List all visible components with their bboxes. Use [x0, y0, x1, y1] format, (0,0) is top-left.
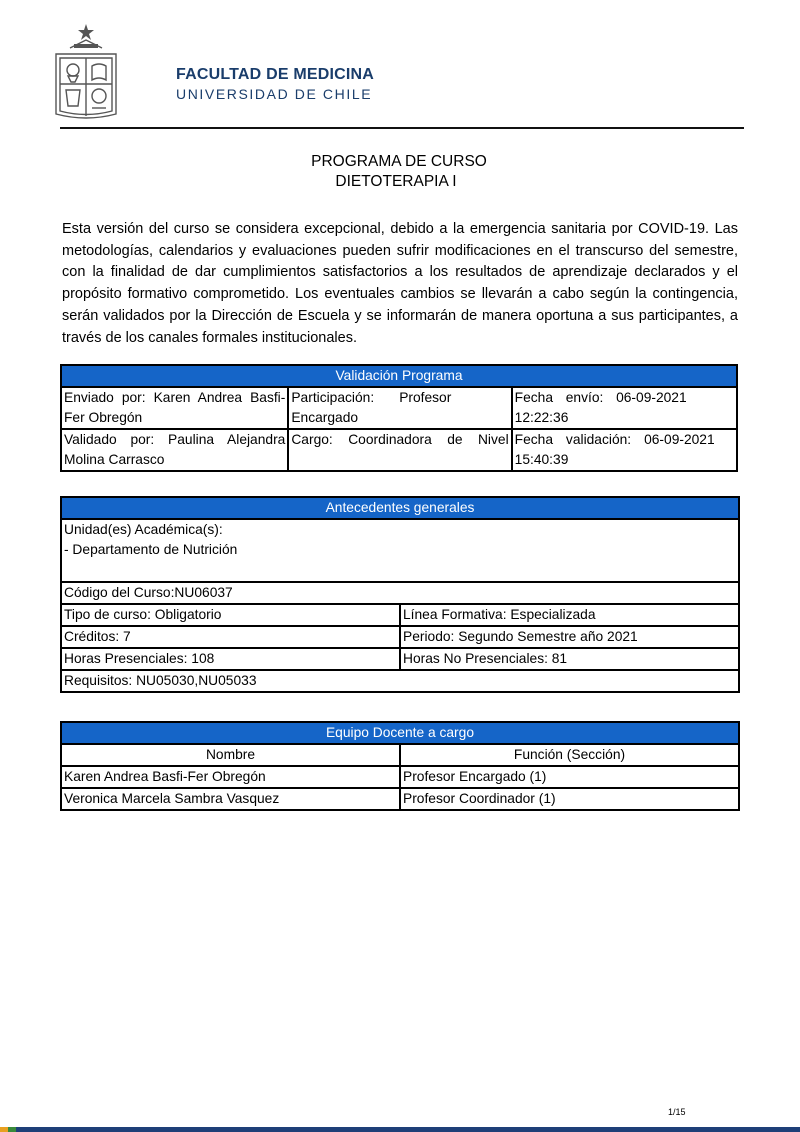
- column-header-name: Nombre: [61, 744, 400, 766]
- participation-cell: [288, 387, 511, 429]
- role-cell: [288, 429, 511, 471]
- logo-faculty-name: FACULTAD DE MEDICINA: [176, 66, 375, 83]
- teaching-team-table: [60, 721, 740, 811]
- course-type: Tipo de curso: Obligatorio: [61, 604, 400, 626]
- validated-by-label: Validado por:: [64, 432, 155, 447]
- intro-paragraph: Esta versión del curso se considera excepcional, debido a la emergencia sanitaria por COVID-19. Las metodologías, calendarios y evaluaciones pueden sufrir modificaciones en el transcurso del semestre, con la finalidad de dar cumplimientos satisfactorios a los resultados de aprendizaje declarados y el propósito formativo comprometido. Los eventuales cambios se llevarán a cabo según la contingencia, serán validados por la Dirección de Escuela y se informarán de manera oportuna a sus participantes, a través de los canales formales institucionales.: [62, 221, 738, 346]
- validated-by-name-2: Molina Carrasco: [64, 452, 165, 467]
- teacher-role: Profesor Encargado (1): [400, 766, 739, 788]
- participation-value-2: Encargado: [291, 410, 359, 425]
- participation-label: Participación:: [291, 390, 375, 405]
- logo-university-name: UNIVERSIDAD DE CHILE: [176, 86, 373, 102]
- academic-unit-cell: [61, 519, 739, 582]
- column-header-role: Función (Sección): [400, 744, 739, 766]
- course-code: Código del Curso:NU06037: [61, 582, 739, 604]
- validation-date-label: Fecha validación:: [514, 432, 632, 447]
- table-row: [61, 766, 739, 788]
- page-number: 1/15: [668, 1107, 686, 1117]
- sent-by-name-2: Fer Obregón: [64, 410, 143, 425]
- validation-header: Validación Programa: [61, 365, 737, 387]
- document-title: [0, 152, 800, 192]
- validated-by-name-1: Paulina Alejandra: [168, 432, 286, 447]
- validation-time-value: 15:40:39: [514, 452, 569, 467]
- sent-date-value: 06-09-2021: [616, 390, 687, 405]
- requirements: Requisitos: NU05030,NU05033: [61, 670, 739, 692]
- sent-date-label: Fecha envío:: [514, 390, 604, 405]
- period: Periodo: Segundo Semestre año 2021: [400, 626, 739, 648]
- sent-by-label: Enviado por:: [64, 390, 146, 405]
- credits: Créditos: 7: [61, 626, 400, 648]
- academic-unit-value: - Departamento de Nutrición: [64, 542, 238, 557]
- title-line-1: PROGRAMA DE CURSO: [311, 153, 487, 170]
- table-row: [61, 788, 739, 810]
- sent-by-cell: [61, 387, 288, 429]
- sent-by-name-1: Karen Andrea Basfi-: [153, 390, 286, 405]
- academic-unit-label: Unidad(es) Académica(s):: [64, 522, 223, 537]
- sent-time-value: 12:22:36: [514, 410, 569, 425]
- general-background-table: [60, 496, 740, 693]
- training-line: Línea Formativa: Especializada: [400, 604, 739, 626]
- faculty-logo: [50, 18, 375, 122]
- teacher-role: Profesor Coordinador (1): [400, 788, 739, 810]
- header-divider: [60, 127, 744, 129]
- university-seal-icon: [50, 18, 122, 122]
- teaching-team-header: Equipo Docente a cargo: [61, 722, 739, 744]
- validated-by-cell: [61, 429, 288, 471]
- role-value: Coordinadora de Nivel: [348, 432, 509, 447]
- teacher-name: Veronica Marcela Sambra Vasquez: [61, 788, 400, 810]
- in-person-hours: Horas Presenciales: 108: [61, 648, 400, 670]
- footer-color-bar: [0, 1127, 800, 1132]
- validation-table: [60, 364, 738, 472]
- non-in-person-hours: Horas No Presenciales: 81: [400, 648, 739, 670]
- role-label: Cargo:: [291, 432, 333, 447]
- title-line-2: DIETOTERAPIA I: [335, 173, 457, 190]
- participation-value-1: Profesor: [399, 390, 452, 405]
- validation-date-value: 06-09-2021: [644, 432, 715, 447]
- teacher-name: Karen Andrea Basfi-Fer Obregón: [61, 766, 400, 788]
- background-header: Antecedentes generales: [61, 497, 739, 519]
- sent-date-cell: [512, 387, 737, 429]
- validation-date-cell: [512, 429, 737, 471]
